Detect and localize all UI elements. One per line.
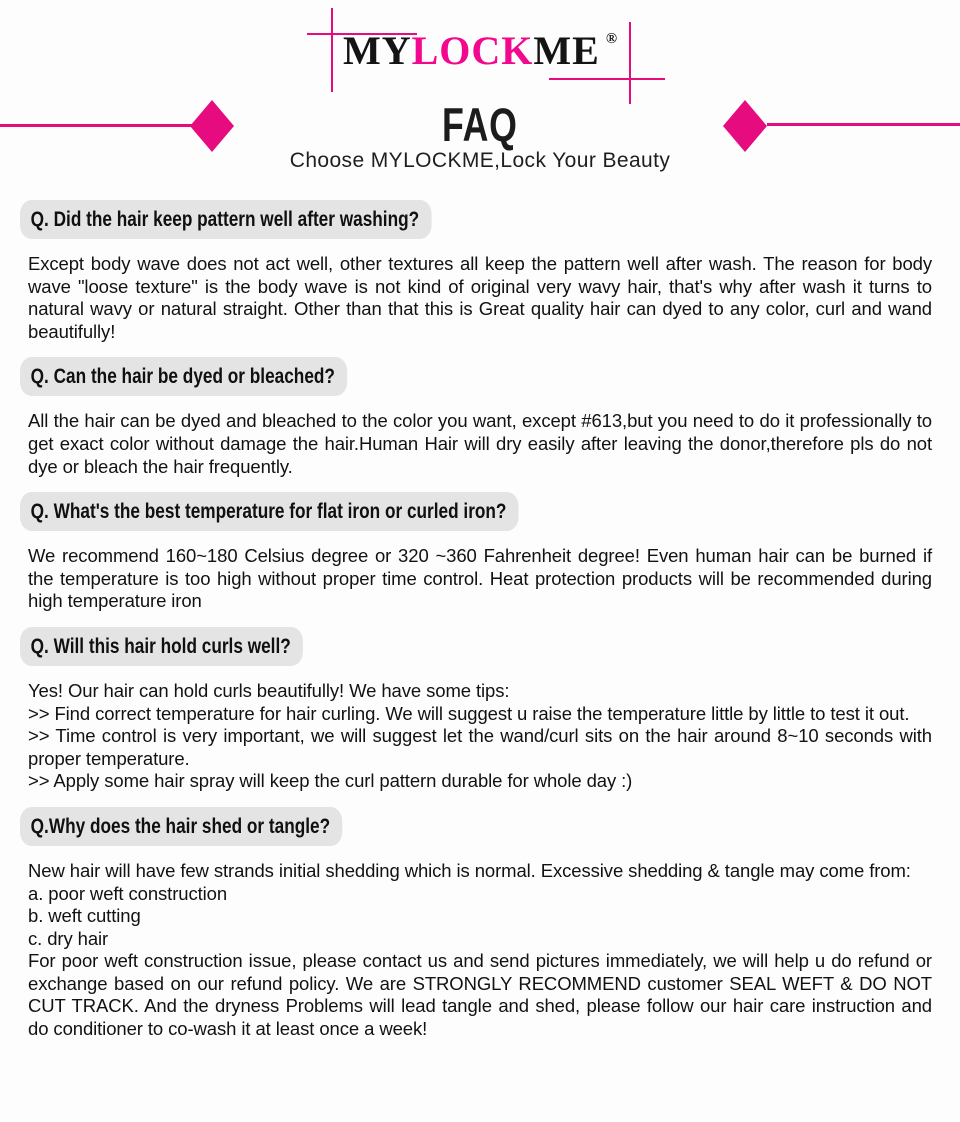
answer-paragraph: c. dry hair xyxy=(28,927,109,949)
faq-item xyxy=(28,627,932,793)
tagline: Choose MYLOCKME,Lock Your Beauty xyxy=(289,149,671,172)
answer-paragraph: Yes! Our hair can hold curls beautifully! We have some tips: xyxy=(28,679,510,701)
brand-logo xyxy=(0,28,960,73)
answer-paragraph: All the hair can be dyed and bleached to the color you want, except #613,but you need to do it professionally to get exact color without damage the hair.Human Hair will dry easily after leaving the donor,therefore pls do not dye or bleach the hair frequently. xyxy=(28,410,932,477)
answer-text xyxy=(28,860,932,1041)
answer-paragraph: >> Find correct temperature for hair curling. We will suggest u raise the temperature little by little to test it out. xyxy=(28,702,910,724)
question-header: Q. Did the hair keep pattern well after washing? xyxy=(20,200,431,239)
question-header: Q.Why does the hair shed or tangle? xyxy=(20,807,342,846)
answer-text xyxy=(28,545,932,613)
brand-logo-suffix: ME xyxy=(533,28,600,73)
cross-decoration-right-horizontal xyxy=(549,78,665,80)
question-header: Q. What's the best temperature for flat iron or curled iron? xyxy=(20,492,519,531)
faq-list xyxy=(28,200,932,1055)
answer-paragraph: We recommend 160~180 Celsius degree or 320 ~360 Fahrenheit degree! Even human hair can be burned if the temperature is too high without proper time control. Heat protection products will be recommended during high temperature iron xyxy=(28,545,932,612)
faq-item xyxy=(28,200,932,343)
answer-paragraph: >> Time control is very important, we will suggest let the wand/curl sits on the hair around 8~10 seconds with proper temperature. xyxy=(28,725,932,769)
brand-logo-prefix: MY xyxy=(342,28,412,73)
answer-paragraph: Except body wave does not act well, other textures all keep the pattern well after wash. The reason for body wave "loose texture" is the body wave is not kind of original very wavy hair, that's why after wash it turns to natural wavy or natural straight. Other than that this is Great quality hair can dyed to any color, curl and wand beautifully! xyxy=(28,253,932,342)
question-header: Q. Can the hair be dyed or bleached? xyxy=(20,357,347,396)
answer-paragraph: a. poor weft construction xyxy=(28,882,228,904)
page-title: FAQ xyxy=(442,98,518,151)
registered-mark-icon: ® xyxy=(605,31,618,47)
answer-paragraph: For poor weft construction issue, please contact us and send pictures immediately, we will help u do refund or exchange based on our refund policy. We are STRONGLY RECOMMEND customer SEAL WEFT & DO NOT CUT TRACK. And the dryness Problems will lead tangle and shed, please follow our hair care instruction and do conditioner to co-wash it at least once a week! xyxy=(28,950,932,1040)
faq-item xyxy=(28,492,932,613)
answer-text xyxy=(28,253,932,343)
answer-text xyxy=(28,680,932,793)
faq-item xyxy=(28,807,932,1041)
page-header xyxy=(0,0,960,200)
brand-logo-highlight: LOCK xyxy=(411,28,534,73)
answer-paragraph: New hair will have few strands initial shedding which is normal. Excessive shedding & tangle may come from: xyxy=(28,859,911,881)
faq-item xyxy=(28,357,932,478)
answer-paragraph: b. weft cutting xyxy=(28,905,141,927)
question-header: Q. Will this hair hold curls well? xyxy=(20,627,303,666)
answer-paragraph: >> Apply some hair spray will keep the curl pattern durable for whole day :) xyxy=(28,770,633,792)
answer-text xyxy=(28,410,932,478)
